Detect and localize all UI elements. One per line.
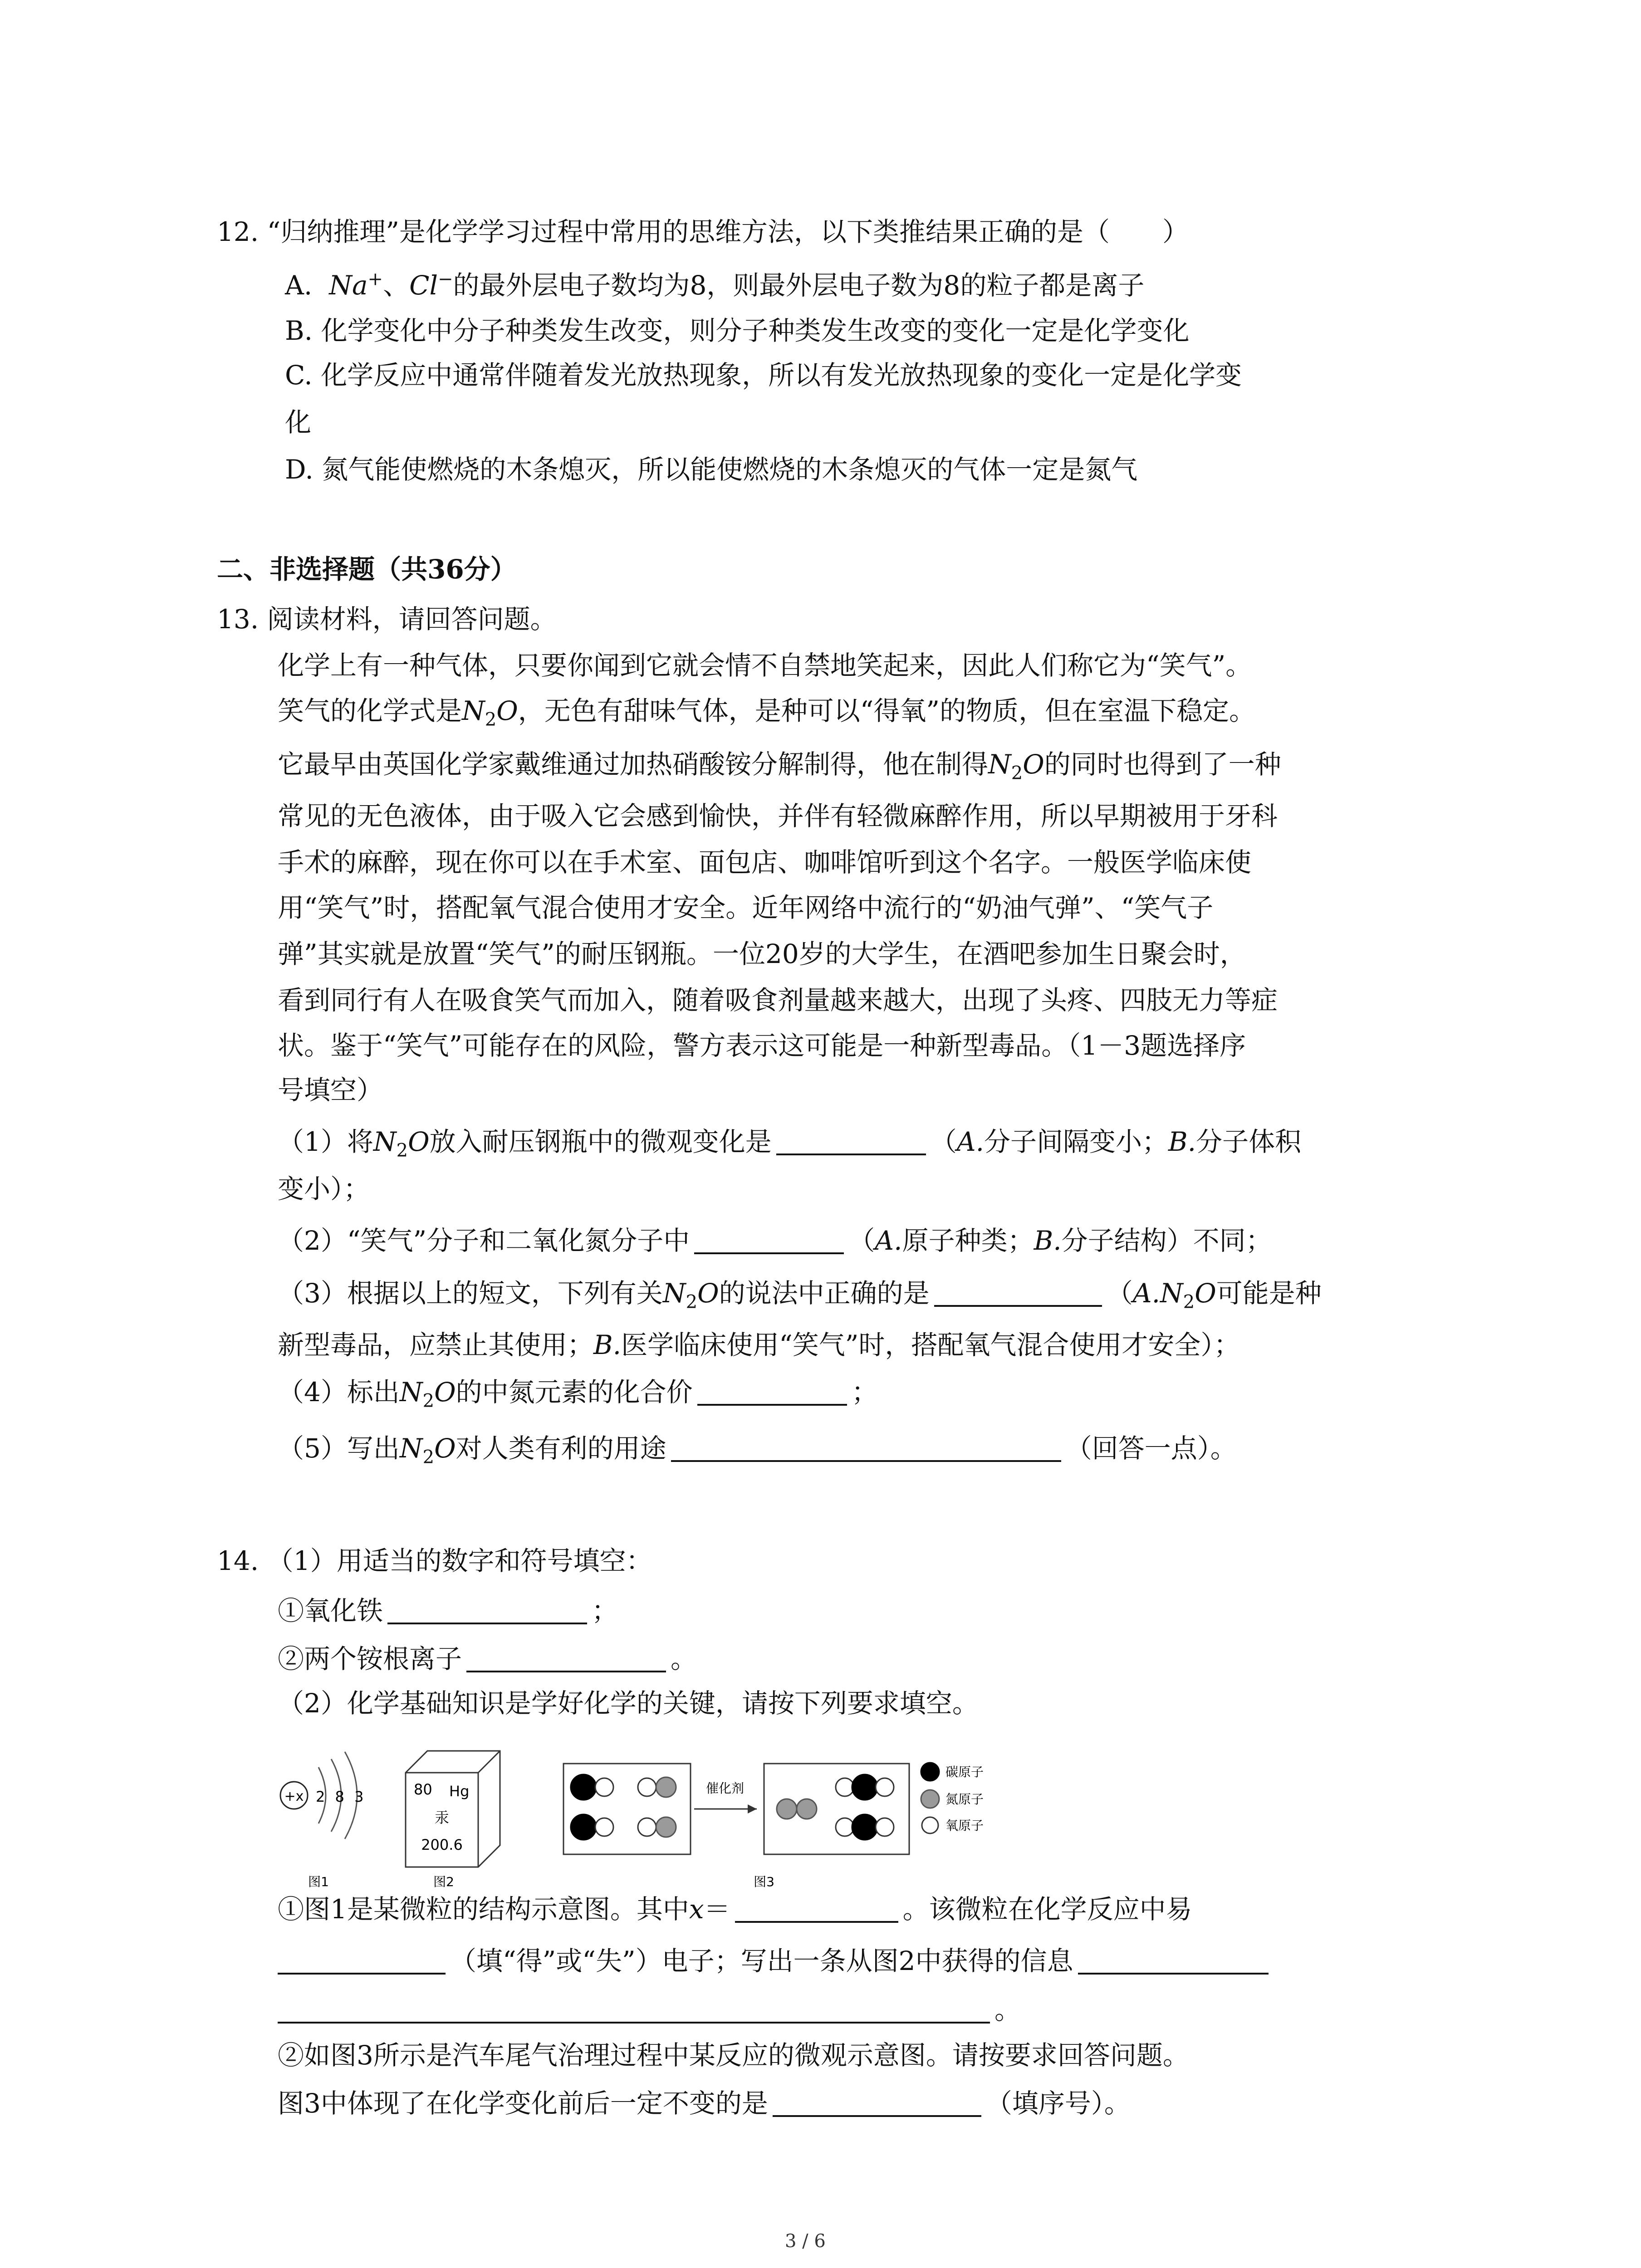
q12-option-c-cont: 化 [285,407,312,438]
carbon-atom-icon [852,1774,877,1800]
q13-sub1-cont: 变小）； [278,1173,370,1204]
svg-text:80: 80 [414,1781,432,1798]
oxygen-atom-icon [922,1817,938,1833]
q13-para-line: 号填空） [278,1075,383,1105]
q12-option-c[interactable]: C. 化学反应中通常伴随着发光放热现象，所以有发光放热现象的变化一定是化学变 [285,360,1242,391]
answer-blank[interactable] [466,1671,666,1672]
svg-text:氧原子: 氧原子 [945,1818,984,1833]
atom-legend [921,1763,984,1833]
q13-para-line: 它最早由英国化学家戴维通过加热硝酸铵分解制得，他在制得$N_2O$的同时也得到了一种 [278,749,1281,784]
q13-sub3-cont: 新型毒品，应禁止其使用；B.医学临床使用“笑气”时，搭配氧气混合使用才安全）； [278,1330,1240,1360]
q12-stem: 12. “归纳推理”是化学学习过程中常用的思维方法，以下类推结果正确的是（ ） [217,216,1189,247]
q13-stem: 13. 阅读材料，请回答问题。 [217,604,557,635]
figure-1-atom-structure [278,1745,382,1895]
nitrogen-atom-icon [656,1777,676,1797]
q13-sub4: （4）标出$N_2O$的中氮元素的化合价 ； [278,1377,878,1412]
svg-text:Hg: Hg [449,1783,470,1800]
q13-sub5: （5）写出$N_2O$对人类有利的用途 （回答一点）。 [278,1433,1237,1468]
answer-blank[interactable] [735,1921,898,1923]
nitrogen-atom-icon [921,1790,939,1808]
q14-stem: 14. （1）用适当的数字和符号填空： [217,1545,652,1576]
q14-figure-question-2-ask: 图3中体现了在化学变化前后一定不变的是 （填序号）。 [278,2088,1131,2119]
svg-text:碳原子: 碳原子 [945,1765,984,1779]
svg-text:图3: 图3 [754,1874,774,1889]
oxygen-atom-icon [836,1818,854,1836]
q14-figure-question-1: ①图1是某微粒的结构示意图。其中x＝ 。该微粒在化学反应中易 [278,1894,1192,1925]
q14-item2: ②两个铵根离子 。 [278,1643,697,1674]
q14-figure-question-1-cont: （填“得”或“失”）电子；写出一条从图2中获得的信息 [278,1946,1273,1976]
q13-para-line: 状。鉴于“笑气”可能存在的风险，警方表示这可能是一种新型毒品。（1－3题选择序 [278,1030,1246,1061]
answer-blank[interactable] [278,1973,446,1975]
carbon-atom-icon [571,1774,596,1800]
answer-blank[interactable] [387,1623,587,1624]
q14-item1: ①氧化铁 ； [278,1595,618,1626]
section-title: 二、非选择题（共36分） [217,554,517,585]
q14-figure-question-2: ②如图3所示是汽车尾气治理过程中某反应的微观示意图。请按要求回答问题。 [278,2040,1189,2071]
svg-text:+x: +x [284,1789,304,1804]
nitrogen-atom-icon [797,1799,817,1819]
q12-option-a[interactable]: A. Na+、Cl−的最外层电子数均为8，则最外层电子数为8的粒子都是离子 [285,269,1145,301]
svg-text:图2: 图2 [433,1874,454,1889]
answer-blank[interactable] [278,2022,990,2024]
figure-3-reaction-diagram [557,1745,1038,1895]
answer-blank[interactable] [1078,1973,1269,1975]
nitrogen-atom-icon [656,1817,676,1837]
q14-part2: （2）化学基础知识是学好化学的关键，请按下列要求填空。 [278,1688,979,1719]
q12-option-b[interactable]: B. 化学变化中分子种类发生改变，则分子种类发生改变的变化一定是化学变化 [285,315,1190,346]
oxygen-atom-icon [595,1818,613,1836]
q13-para-line: 用“笑气”时，搭配氧气混合使用才安全。近年网络中流行的“奶油气弹”、“笑气子 [278,892,1214,923]
q13-sub3: （3）根据以上的短文，下列有关$N_2O$的说法中正确的是 （$A.N_2O$可能是种 [278,1278,1322,1313]
svg-text:200.6: 200.6 [421,1836,463,1853]
figure-2-element-card [400,1745,536,1895]
oxygen-atom-icon [876,1778,894,1796]
oxygen-atom-icon [638,1818,656,1836]
oxygen-atom-icon [876,1818,894,1836]
answer-blank[interactable] [773,2115,981,2117]
q12-option-d[interactable]: D. 氮气能使燃烧的木条熄灭，所以能使燃烧的木条熄灭的气体一定是氮气 [285,454,1138,485]
svg-text:汞: 汞 [434,1809,450,1826]
svg-text:氮原子: 氮原子 [945,1792,984,1807]
q13-para-line: 手术的麻醉，现在你可以在手术室、面包店、咖啡馆听到这个名字。一般医学临床使 [278,847,1252,878]
svg-text:催化剂: 催化剂 [705,1781,745,1796]
answer-blank[interactable] [697,1404,847,1406]
svg-text:2 8 3: 2 8 3 [316,1788,367,1805]
page-number: 3 / 6 [785,2231,826,2252]
oxygen-atom-icon [638,1778,656,1796]
svg-text:图1: 图1 [308,1874,329,1889]
nitrogen-atom-icon [777,1799,797,1819]
answer-blank[interactable] [694,1252,844,1254]
q14-figure-question-1-end: 。 [278,1995,1021,2025]
q13-para-line: 笑气的化学式是$N_2O$，无色有甜味气体，是种可以“得氧”的物质，但在室温下稳定。 [278,695,1256,730]
reaction-arrow-icon [748,1804,757,1813]
carbon-atom-icon [571,1814,596,1840]
answer-blank[interactable] [671,1460,1061,1462]
carbon-atom-icon [852,1814,877,1840]
answer-blank[interactable] [776,1154,926,1155]
q13-para-line: 化学上有一种气体，只要你闻到它就会情不自禁地笑起来，因此人们称它为“笑气”。 [278,650,1252,681]
q13-para-line: 弹”其实就是放置“笑气”的耐压钢瓶。一位20岁的大学生，在酒吧参加生日聚会时， [278,938,1246,969]
q13-para-line: 看到同行有人在吸食笑气而加入，随着吸食剂量越来越大，出现了头疼、四肢无力等症 [278,985,1278,1016]
answer-blank[interactable] [934,1305,1102,1307]
carbon-atom-icon [921,1763,939,1781]
q13-para-line: 常见的无色液体，由于吸入它会感到愉快，并伴有轻微麻醉作用，所以早期被用于牙科 [278,801,1278,831]
q13-sub1: （1）将$N_2O$放入耐压钢瓶中的微观变化是 （A.分子间隔变小；B.分子体积 [278,1126,1302,1161]
oxygen-atom-icon [595,1778,613,1796]
q13-sub2: （2）“笑气”分子和二氧化氮分子中 （A.原子种类；B.分子结构）不同； [278,1225,1272,1256]
oxygen-atom-icon [836,1778,854,1796]
